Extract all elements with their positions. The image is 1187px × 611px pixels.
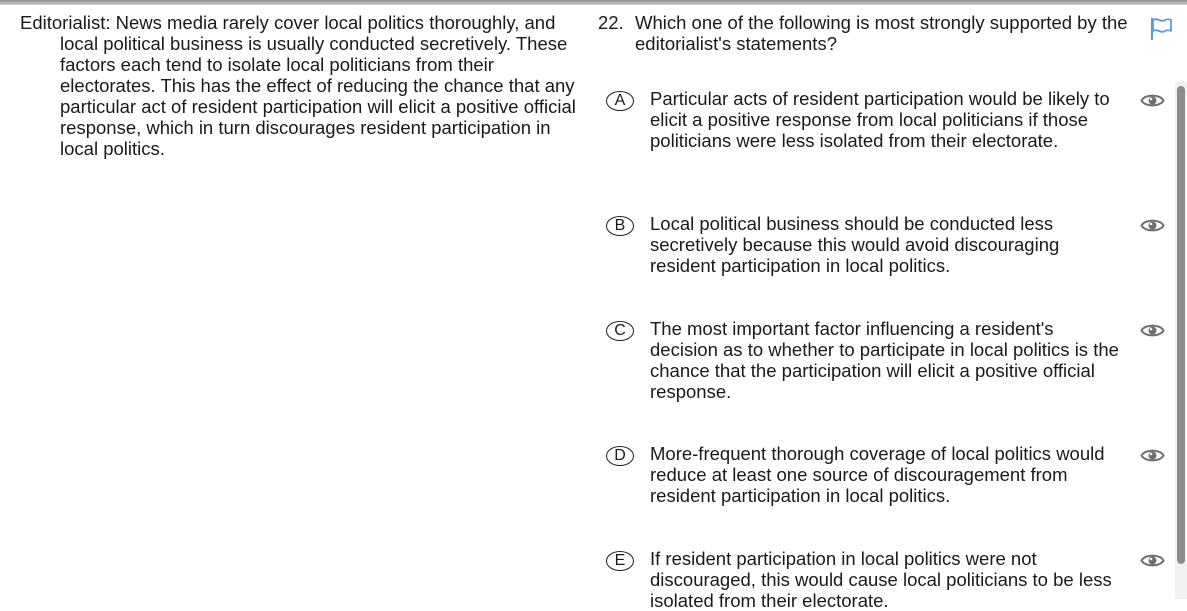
choice-bubble[interactable]: C [606,321,634,341]
eye-icon[interactable] [1140,447,1165,464]
scrollbar-thumb[interactable] [1177,86,1185,564]
choice-bubble[interactable]: D [606,446,634,466]
eye-icon[interactable] [1140,217,1165,234]
question-stem: Which one of the following is most strongly supported by the editorialist's statements? [635,12,1128,54]
eye-icon[interactable] [1140,92,1165,109]
top-border [0,0,1187,5]
choice-bubble[interactable]: E [606,551,634,571]
choice-text: If resident participation in local politics were not discouraged, this would cause local politicians to be less isolated from their electorate. [650,548,1112,611]
choice-bubble[interactable]: B [606,216,634,236]
choice-text: Particular acts of resident participation would be likely to elicit a positive response from local politicians if those politicians were less isolated from their electorate. [650,88,1110,151]
question-number: 22. [598,12,624,33]
choice-bubble[interactable]: A [606,91,634,111]
flag-icon[interactable] [1148,15,1174,41]
scrollbar[interactable] [1175,82,1187,599]
stimulus-passage: Editorialist: News media rarely cover local politics thoroughly, and local political business is usually conducted secretively. These factors each tend to isolate local politicians from their electorates. This has the effect of reducing the chance that any particular act of resident participation will elicit a positive official response, which in turn discourages resident participation in local politics. [20,12,576,159]
choice-text: The most important factor influencing a resident's decision as to whether to participate in local politics is the chance that the participation will elicit a positive official response. [650,318,1119,402]
eye-icon[interactable] [1140,322,1165,339]
choice-text: Local political business should be conducted less secretively because this would avoid discouraging resident participation in local politics. [650,213,1060,276]
eye-icon[interactable] [1140,552,1165,569]
choice-text: More-frequent thorough coverage of local politics would reduce at least one source of discouragement from resident participation in local politics. [650,443,1105,506]
